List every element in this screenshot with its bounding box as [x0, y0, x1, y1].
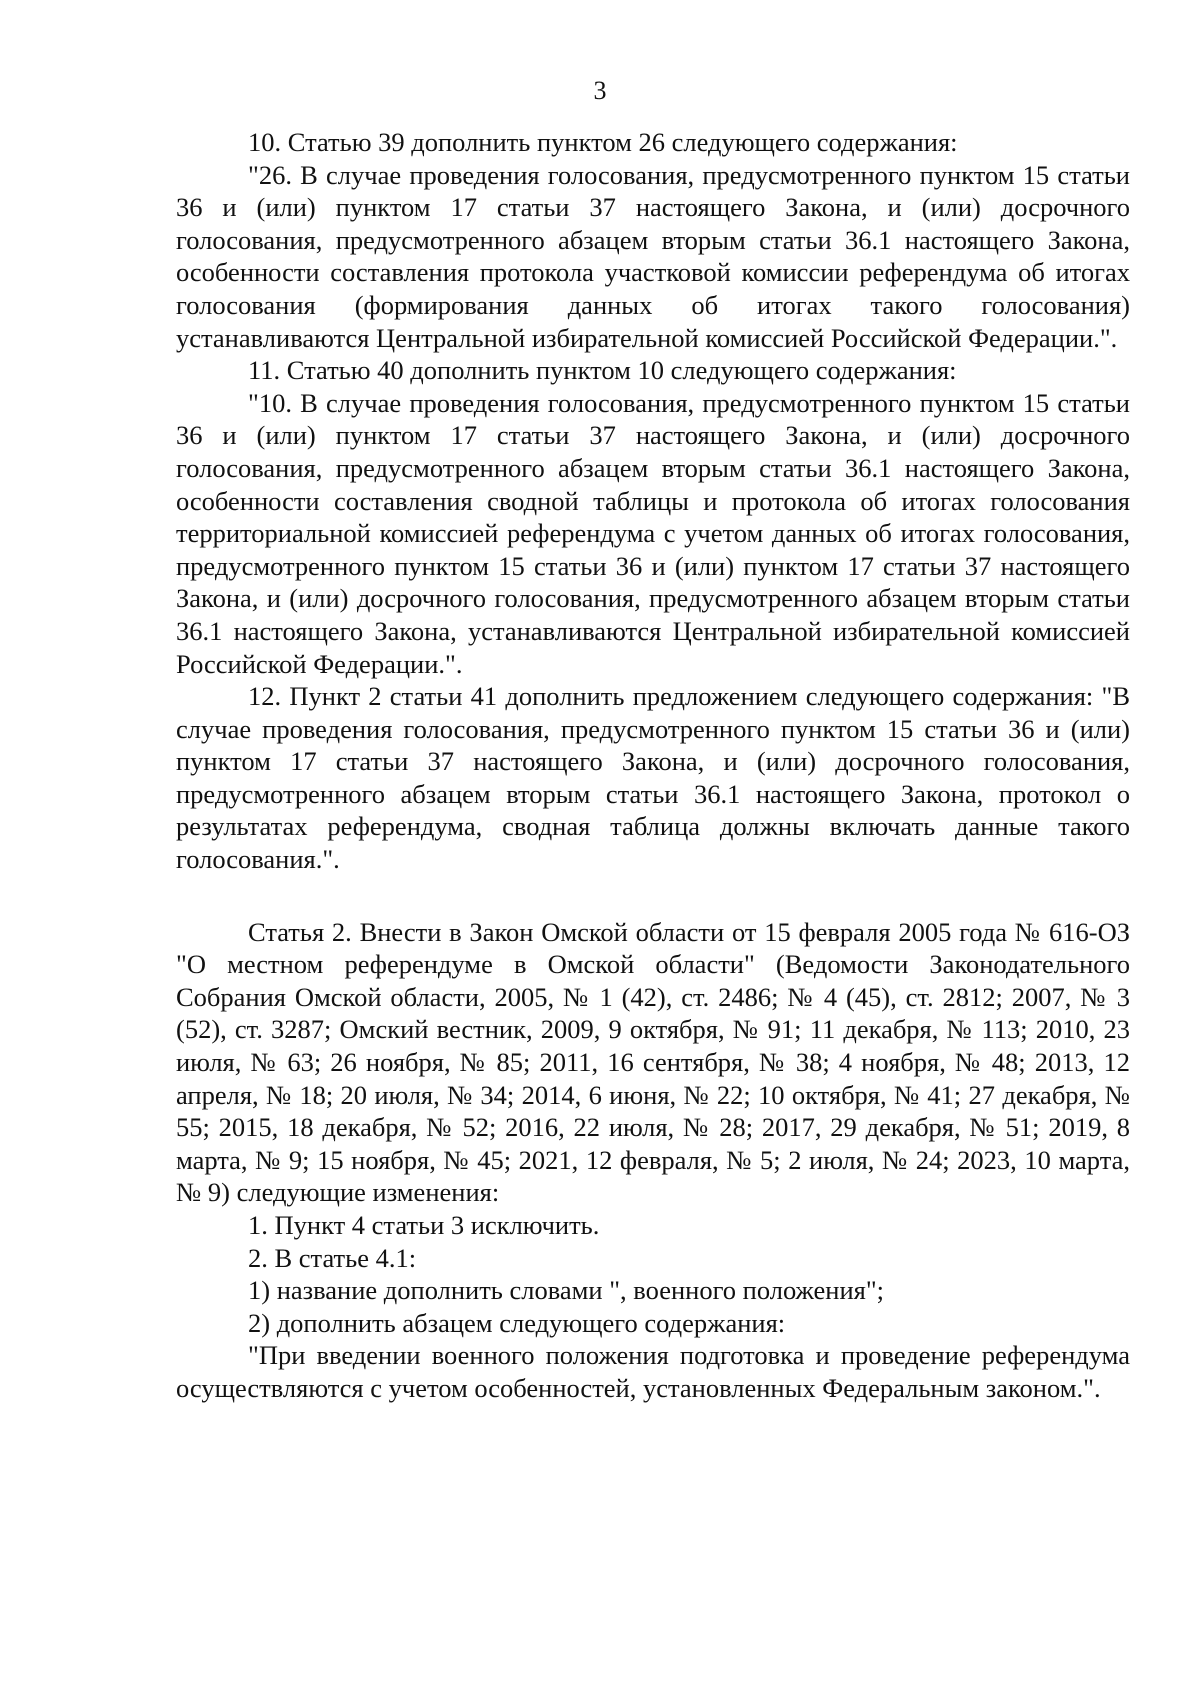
added-paragraph-quote: "При введении военного положения подготовка и проведение референдума осуществляются с учетом особенностей, установленных Федеральным законом.".	[176, 1340, 1130, 1403]
amendment-item-12: 12. Пункт 2 статьи 41 дополнить предложением следующего содержания: "В случае проведения голосования, предусмотренного пунктом 15 статьи 36 и (или) пунктом 17 статьи 37 настоящего Закона, и (или) досрочного голосования, предусмотренного абзацем вторым статьи 36.1 настоящего Закона, протокол о результатах референдума, сводная таблица должны включать данные такого голосования.".	[176, 681, 1130, 875]
amendment-item-11: 11. Статью 40 дополнить пунктом 10 следующего содержания:	[248, 355, 957, 386]
amendment-quote-10: "10. В случае проведения голосования, предусмотренного пунктом 15 статьи 36 и (или) пунктом 17 статьи 37 настоящего Закона, и (или) досрочного голосования, предусмотренного абзацем вторым статьи 36.1 настоящего Закона, особенности составления сводной таблицы и протокола об итогах голосования территориальной комиссией референдума с учетом данных об итогах голосования, предусмотренного пунктом 15 статьи 36 и (или) пунктом 17 статьи 37 настоящего Закона, и (или) досрочного голосования, предусмотренного абзацем вторым статьи 36.1 настоящего Закона, устанавливаются Центральной избирательной комиссией Российской Федерации.".	[176, 387, 1130, 679]
change-item-1: 1. Пункт 4 статьи 3 исключить.	[248, 1210, 600, 1240]
page-number: 3	[593, 76, 607, 105]
amendment-item-10: 10. Статью 39 дополнить пунктом 26 следующего содержания:	[248, 127, 958, 157]
article-2-intro: Статья 2. Внести в Закон Омской области от 15 февраля 2005 года № 616-ОЗ "О местном референдуме в Омской области" (Ведомости Законодательного Собрания Омской области, 2005, № 1 (42), ст. 2486; № 4 (45), ст. 2812; 2007, № 3 (52), ст. 3287; Омский вестник, 2009, 9 октября, № 91; 11 декабря, № 113; 2010, 23 июля, № 63; 26 ноября, № 85; 2011, 16 сентября, № 38; 4 ноября, № 48; 2013, 12 апреля, № 18; 20 июля, № 34; 2014, 6 июня, № 22; 10 октября, № 41; 27 декабря, № 55; 2015, 18 декабря, № 52; 2016, 22 июля, № 28; 2017, 29 декабря, № 51; 2019, 8 марта, № 9; 15 ноября, № 45; 2021, 12 февраля, № 5; 2 июля, № 24; 2023, 10 марта, № 9) следующие изменения:	[176, 916, 1130, 1208]
change-subitem-2: 2) дополнить абзацем следующего содержания:	[248, 1307, 786, 1338]
change-item-2: 2. В статье 4.1:	[248, 1242, 417, 1273]
document-body	[176, 126, 1130, 1405]
change-subitem-1: 1) название дополнить словами ", военного положения";	[248, 1275, 884, 1306]
amendment-quote-26: "26. В случае проведения голосования, предусмотренного пунктом 15 статьи 36 и (или) пунктом 17 статьи 37 настоящего Закона, и (или) досрочного голосования, предусмотренного абзацем вторым статьи 36.1 настоящего Закона, особенности составления протокола участковой комиссии референдума об итогах голосования (формирования данных об итогах такого голосования) устанавливаются Центральной избирательной комиссией Российской Федерации.".	[176, 159, 1130, 353]
